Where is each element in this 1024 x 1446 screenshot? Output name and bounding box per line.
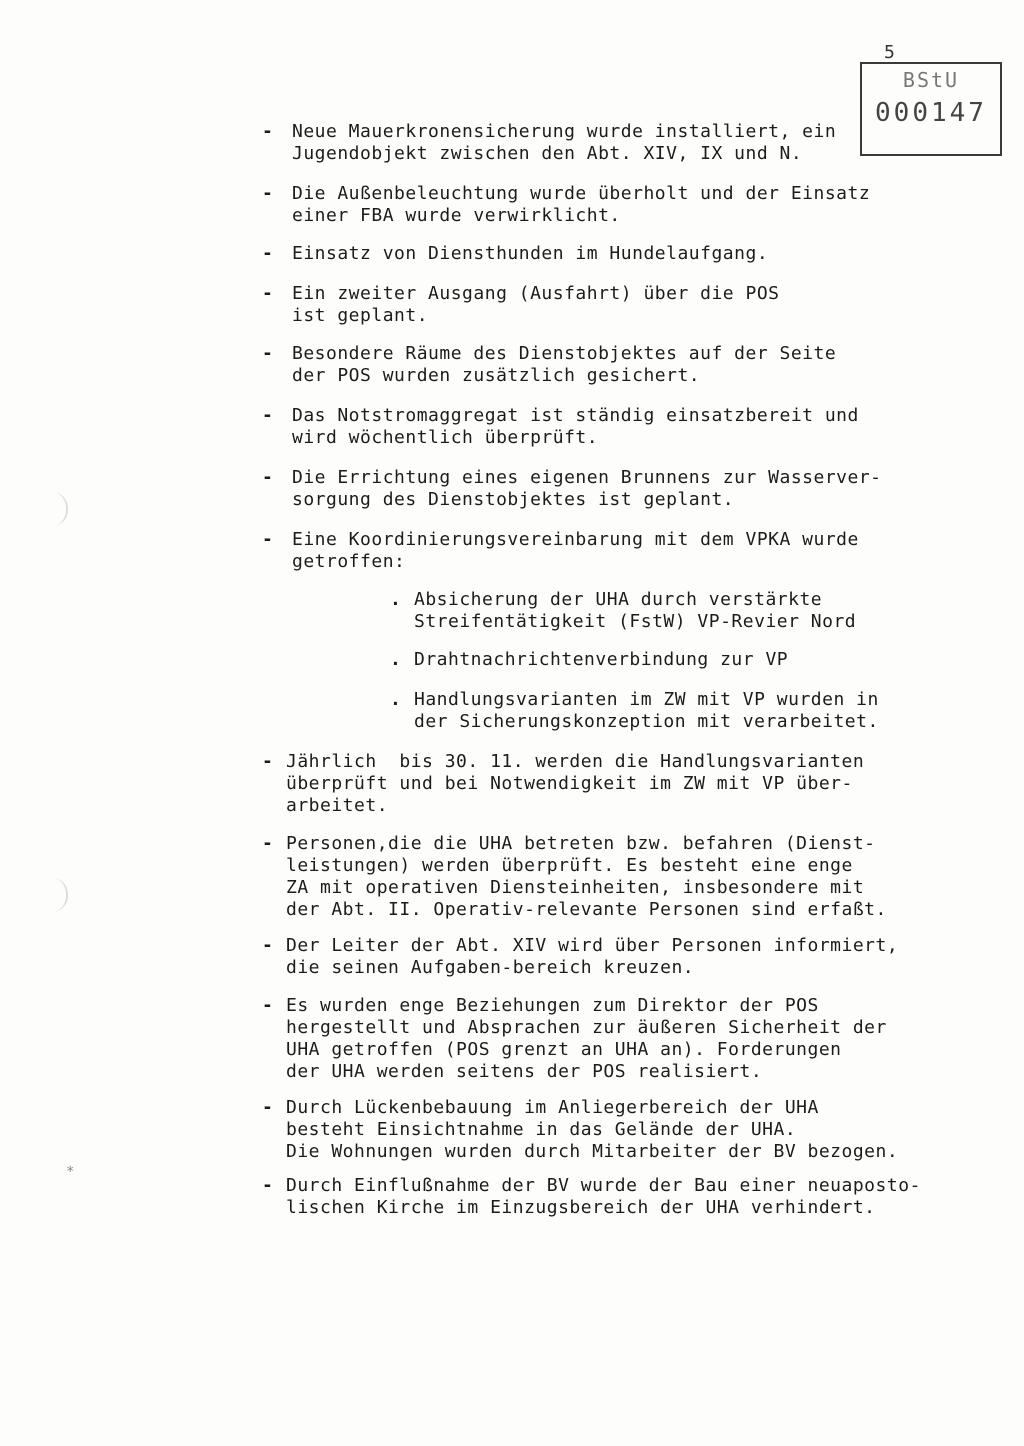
item-line: Durch Lückenbebauung im Anliegerbereich der UHA <box>286 1097 819 1118</box>
item-line: überprüft und bei Notwendigkeit im ZW mit VP über- <box>286 773 853 794</box>
bullet-dash: - <box>262 1175 273 1196</box>
bullet-dash: - <box>262 183 273 204</box>
item-line: leistungen) werden überprüft. Es besteht eine enge <box>286 855 853 876</box>
item-line: Die Wohnungen wurden durch Mitarbeiter der BV bezogen. <box>286 1141 899 1162</box>
item-line: ZA mit operativen Diensteinheiten, insbesondere mit <box>286 877 865 898</box>
page-number: 5 <box>884 42 895 63</box>
item-line: der Abt. II. Operativ-relevante Personen sind erfaßt. <box>286 899 887 920</box>
item-line: der POS wurden zusätzlich gesichert. <box>292 365 701 386</box>
bullet-dash: - <box>262 995 273 1016</box>
item-line: Die Außenbeleuchtung wurde überholt und der Einsatz <box>292 183 871 204</box>
item-line: die seinen Aufgaben-bereich kreuzen. <box>286 957 695 978</box>
subitem-line: Absicherung der UHA durch verstärkte <box>414 589 823 610</box>
item-line: Personen,die die UHA betreten bzw. befahren (Dienst- <box>286 833 876 854</box>
stamp-org: BStU <box>902 68 960 92</box>
subitem-line: Streifentätigkeit (FstW) VP-Revier Nord <box>414 611 857 632</box>
item-line: Das Notstromaggregat ist ständig einsatzbereit und <box>292 405 859 426</box>
item-line: getroffen: <box>292 551 406 572</box>
item-line: Die Errichtung eines eigenen Brunnens zur Wasserver- <box>292 467 882 488</box>
item-line: UHA getroffen (POS grenzt an UHA an). Forderungen <box>286 1039 842 1060</box>
subitem-line: Drahtnachrichtenverbindung zur VP <box>414 649 789 670</box>
bullet-dash: - <box>262 833 273 854</box>
bullet-dash: - <box>262 121 273 142</box>
punch-hole-mark <box>52 878 68 912</box>
bullet-dash: - <box>262 1097 273 1118</box>
margin-mark: * <box>66 1164 75 1180</box>
bullet-dot: . <box>390 649 401 670</box>
item-line: wird wöchentlich überprüft. <box>292 427 599 448</box>
item-line: Es wurden enge Beziehungen zum Direktor der POS <box>286 995 819 1016</box>
item-line: Ein zweiter Ausgang (Ausfahrt) über die POS <box>292 283 780 304</box>
item-line: Neue Mauerkronensicherung wurde installiert, ein <box>292 121 837 142</box>
item-line: ist geplant. <box>292 305 429 326</box>
bullet-dot: . <box>390 589 401 610</box>
item-line: Einsatz von Diensthunden im Hundelaufgang. <box>292 243 769 264</box>
subitem-line: der Sicherungskonzeption mit verarbeitet. <box>414 711 879 732</box>
stamp-number: 000147 <box>875 98 987 128</box>
item-line: einer FBA wurde verwirklicht. <box>292 205 621 226</box>
bullet-dash: - <box>262 343 273 364</box>
bullet-dash: - <box>262 405 273 426</box>
item-line: Der Leiter der Abt. XIV wird über Personen informiert, <box>286 935 899 956</box>
item-line: Jährlich bis 30. 11. werden die Handlungsvarianten <box>286 751 865 772</box>
item-line: hergestellt und Absprachen zur äußeren Sicherheit der <box>286 1017 887 1038</box>
item-line: Besondere Räume des Dienstobjektes auf der Seite <box>292 343 837 364</box>
bullet-dash: - <box>262 935 273 956</box>
bullet-dash: - <box>262 529 273 550</box>
item-line: Eine Koordinierungsvereinbarung mit dem VPKA wurde <box>292 529 859 550</box>
bullet-dash: - <box>262 283 273 304</box>
item-line: der UHA werden seitens der POS realisiert. <box>286 1061 763 1082</box>
item-line: Jugendobjekt zwischen den Abt. XIV, IX und N. <box>292 143 803 164</box>
item-line: sorgung des Dienstobjektes ist geplant. <box>292 489 735 510</box>
bullet-dash: - <box>262 243 273 264</box>
archive-stamp <box>860 62 1002 156</box>
punch-hole-mark <box>52 492 68 526</box>
item-line: Durch Einflußnahme der BV wurde der Bau einer neuaposto- <box>286 1175 921 1196</box>
item-line: besteht Einsichtnahme in das Gelände der UHA. <box>286 1119 797 1140</box>
bullet-dot: . <box>390 689 401 710</box>
bullet-dash: - <box>262 751 273 772</box>
bullet-dash: - <box>262 467 273 488</box>
item-line: arbeitet. <box>286 795 389 816</box>
item-line: lischen Kirche im Einzugsbereich der UHA verhindert. <box>286 1197 876 1218</box>
subitem-line: Handlungsvarianten im ZW mit VP wurden in <box>414 689 879 710</box>
